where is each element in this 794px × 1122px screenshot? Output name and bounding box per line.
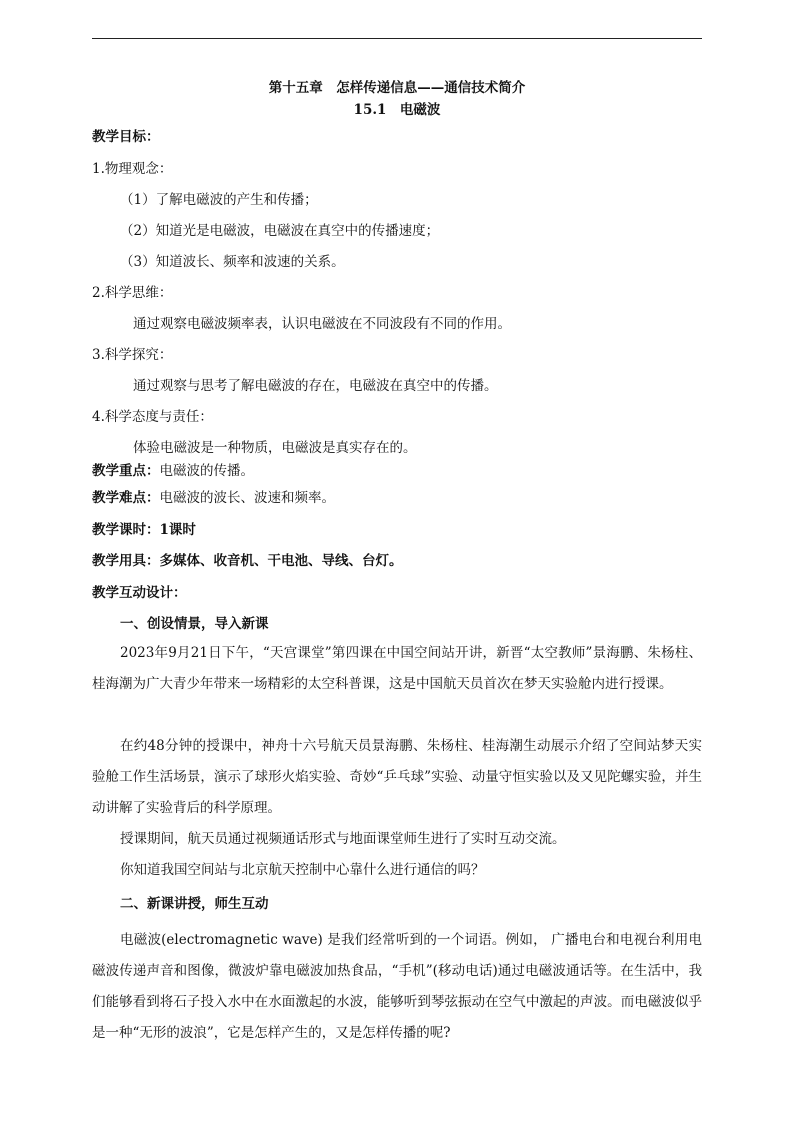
physics-concept-heading: 1.物理观念：	[92, 161, 173, 177]
physics-concept-item-1: （1）了解电磁波的产生和传播；	[120, 192, 318, 208]
design-heading: 教学互动设计：	[92, 585, 187, 601]
scientific-inquiry-text: 通过观察与思考了解电磁波的存在，电磁波在真空中的传播。	[133, 378, 498, 394]
physics-concept-item-3: （3）知道波长、频率和波速的关系。	[120, 254, 345, 270]
scientific-inquiry-heading: 3.科学探究：	[92, 347, 173, 363]
attitude-heading: 4.科学态度与责任：	[92, 409, 213, 425]
teaching-tools: 教学用具：多媒体、收音机、干电池、导线、台灯。	[92, 553, 403, 569]
difficulty-text: 电磁波的波长、波速和频率。	[159, 490, 335, 506]
header-rule	[92, 38, 702, 39]
part2-heading: 二、新课讲授，师生互动	[120, 896, 269, 912]
difficulty	[92, 489, 335, 507]
part1-paragraph-3: 授课期间，航天员通过视频通话形式与地面课堂师生进行了实时互动交流。	[120, 831, 566, 847]
section-title: 15.1 电磁波	[353, 102, 441, 118]
attitude-text: 体验电磁波是一种物质，电磁波是真实存在的。	[133, 440, 417, 456]
scientific-thinking-text: 通过观察电磁波频率表，认识电磁波在不同波段有不同的作用。	[133, 316, 511, 332]
part1-heading: 一、创设情景，导入新课	[120, 616, 269, 632]
part1-paragraph-2: 在约48分钟的授课中，神舟十六号航天员景海鹏、朱杨柱、桂海潮生动展示介绍了空间站梦天实验舱工作生活场景，演示了球形火焰实验、奇妙“乒乓球”实验、动量守恒实验以及又见陀螺实验，并生动讲解了实验背后的科学原理。	[92, 738, 702, 816]
physics-concept-item-2: （2）知道光是电磁波，电磁波在真空中的传播速度；	[120, 223, 440, 239]
key-point-label: 教学重点：	[92, 463, 160, 479]
part1-paragraph-4: 你知道我国空间站与北京航天控制中心靠什么进行通信的吗？	[120, 862, 485, 878]
key-point-text: 电磁波的传播。	[159, 463, 254, 479]
scientific-thinking-heading: 2.科学思维：	[92, 285, 173, 301]
key-point	[92, 462, 254, 480]
class-hours: 教学课时：1课时	[92, 522, 196, 538]
objectives-heading: 教学目标：	[92, 129, 160, 145]
chapter-title: 第十五章 怎样传递信息——通信技术简介	[268, 80, 526, 96]
difficulty-label: 教学难点：	[92, 490, 160, 506]
part1-paragraph-1: 2023年9月21日下午，“天宫课堂”第四课在中国空间站开讲，新晋“太空教师”景海鹏、朱杨柱、桂海潮为广大青少年带来一场精彩的太空科普课，这是中国航天员首次在梦天实验舱内进行授课。	[92, 645, 702, 692]
part2-paragraph-1: 电磁波(electromagnetic wave) 是我们经常听到的一个词语。例如， 广播电台和电视台利用电磁波传递声音和图像，微波炉靠电磁波加热食品，“手机”(移动电话)通过电磁波通话等。在生活中，我们能够看到将石子投入水中在水面激起的水波，能够听到琴弦振动在空气中激起的声波。而电磁波似乎是一种“无形的波浪”，它是怎样产生的，又是怎样传播的呢?	[92, 932, 702, 1041]
